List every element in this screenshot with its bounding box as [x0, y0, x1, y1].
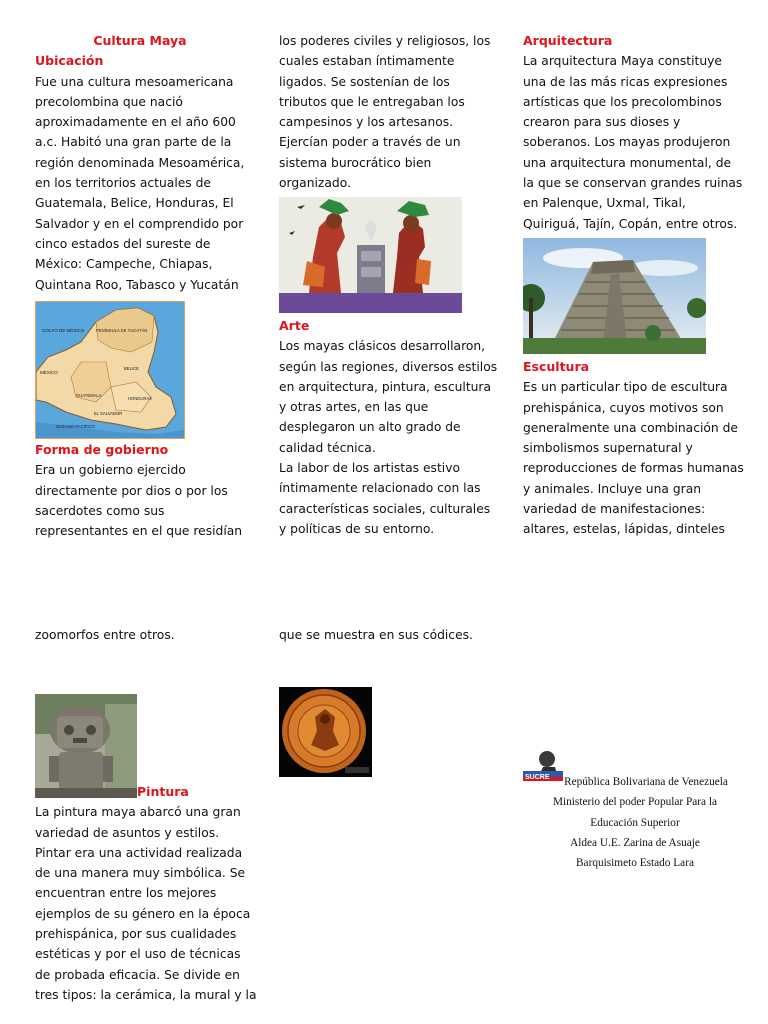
text-line: México: Campeche, Chiapas, — [35, 257, 213, 272]
map-drawing — [36, 302, 184, 438]
map-label: GOLFO DE MÉXICO — [42, 328, 85, 333]
text-line: la que se conservan grandes ruinas — [523, 176, 743, 191]
text-line: Es un particular tipo de escultura — [523, 380, 728, 395]
column-1-gobierno — [35, 440, 255, 541]
text-line: en arquitectura, pintura, escultura — [279, 379, 492, 394]
text-line: soberanos. Los mayas produjeron — [523, 135, 731, 150]
text-line: Ejercían poder a través de un — [279, 135, 461, 150]
zoomorfos-line: zoomorfos entre otros. — [35, 628, 175, 642]
text-line: representantes en el que residían — [35, 524, 243, 539]
text-line: La pintura maya abarcó una gran — [35, 805, 241, 820]
arte-heading: Arte — [279, 318, 310, 333]
text-line: organizado. — [279, 176, 351, 191]
ubicacion-paragraph — [35, 72, 255, 295]
text-line: sistema burocrático bien — [279, 155, 432, 170]
map-label: OCÉANO PACÍFICO — [56, 424, 95, 429]
text-line: Quintana Roo, Tabasco y Yucatán — [35, 277, 239, 292]
text-line: de probada eficacia. Se divide en — [35, 967, 240, 982]
text-line: sacerdotes como sus — [35, 503, 165, 518]
maya-ritual-illustration — [279, 197, 462, 313]
text-line: prehispánica, cuyos motivos son — [523, 400, 724, 415]
text-line: crearon para sus dioses y — [523, 115, 681, 130]
column-2-arte — [279, 316, 499, 539]
footer-line: Barquisimeto Estado Lara — [576, 857, 694, 870]
gobierno-heading: Forma de gobierno — [35, 442, 169, 457]
pyramid-drawing — [523, 238, 706, 354]
text-line: prehispánica, por sus cualidades — [35, 927, 237, 942]
text-line: Quiriguá, Tajín, Copán, entre otros. — [523, 216, 738, 231]
text-line: a.c. Habitó una gran parte de la — [35, 135, 232, 150]
text-line: y otras artes, en las que — [279, 400, 429, 415]
text-line: directamente por dios o por los — [35, 483, 228, 498]
maya-plate-photo — [279, 687, 372, 777]
map-label: BELICE — [124, 366, 139, 371]
text-line: Era un gobierno ejercido — [35, 463, 186, 478]
text-line: generalmente una combinación de — [523, 420, 738, 435]
ubicacion-heading: Ubicación — [35, 53, 104, 69]
logo-text: SUCRE — [525, 774, 550, 781]
text-line: altares, estelas, lápidas, dinteles — [523, 522, 725, 537]
text-line: artísticas que los precolombinos — [523, 94, 722, 109]
pyramid-photo — [523, 238, 706, 354]
text-line: en Palenque, Uxmal, Tikal, — [523, 196, 686, 211]
column-1-pintura — [35, 782, 257, 1005]
page-title: Cultura Maya — [93, 33, 187, 48]
plate-drawing — [279, 687, 372, 777]
text-line: de una manera muy simbólica. Se — [35, 866, 246, 881]
institution-footer — [535, 772, 735, 873]
map-label: PENÍNSULA DE YUCATÁN — [96, 328, 148, 333]
text-line: los poderes civiles y religiosos, los — [279, 34, 491, 48]
footer-line: Aldea U.E. Zarina de Asuaje — [570, 836, 700, 849]
footer-line: República Bolivariana de Venezuela — [564, 776, 728, 788]
footer-line: Educación Superior — [590, 816, 680, 829]
text-line: reproducciones de formas humanas — [523, 461, 744, 476]
map-label: GUATEMALA — [76, 393, 102, 398]
text-line: una arquitectura monumental, de — [523, 155, 732, 170]
text-line: región denominada Mesoamérica, — [35, 155, 245, 170]
text-line: ligados. Se sostenían de los — [279, 74, 450, 89]
text-line: aproximadamente en el año 600 — [35, 115, 236, 130]
pintura-heading: Pintura — [137, 784, 189, 799]
text-line: tributos que le entregaban los — [279, 94, 465, 109]
text-line: tres tipos: la cerámica, la mural y la — [35, 987, 257, 1002]
text-line: Fue una cultura mesoamericana — [35, 74, 234, 89]
text-line: Salvador y en el comprendido por — [35, 216, 244, 231]
text-line: La arquitectura Maya constituye — [523, 54, 722, 69]
text-line: calidad técnica. — [279, 440, 376, 455]
map-label: MÉXICO — [40, 370, 58, 375]
map-label: HONDURAS — [128, 396, 152, 401]
escultura-heading: Escultura — [523, 359, 590, 374]
text-line: encuentran entre los mejores — [35, 886, 217, 901]
text-line: Guatemala, Belice, Honduras, El — [35, 196, 234, 211]
text-line: variedad de asuntos y estilos. — [35, 825, 220, 840]
text-line: Pintar era una actividad realizada — [35, 845, 243, 860]
map-label: EL SALVADOR — [94, 411, 123, 416]
column-1-top — [35, 31, 255, 295]
text-line: en los territorios actuales de — [35, 176, 211, 191]
text-line: Los mayas clásicos desarrollaron, — [279, 339, 486, 354]
text-line: una de las más ricas expresiones — [523, 74, 728, 89]
maya-region-map — [35, 301, 185, 439]
text-line: La labor de los artistas estivo — [279, 461, 460, 476]
ritual-drawing — [279, 197, 462, 313]
footer-line: Ministerio del poder Popular Para la — [552, 796, 718, 809]
text-line: precolombina que nació — [35, 94, 183, 109]
text-line: simbolismos supernatural y — [523, 441, 693, 456]
text-line: y animales. Incluye una gran — [523, 481, 702, 496]
column-3-arquitectura — [523, 31, 745, 234]
text-line: íntimamente relacionado con las — [279, 481, 481, 496]
arquitectura-heading: Arquitectura — [523, 33, 613, 48]
column-2-top — [279, 31, 499, 193]
text-line: cinco estados del sureste de — [35, 236, 211, 251]
text-line: cuales estaban íntimamente — [279, 54, 455, 69]
text-line: variedad de manifestaciones: — [523, 502, 706, 517]
text-line: estéticas y por el uso de técnicas — [35, 947, 241, 962]
codices-line: que se muestra en sus códices. — [279, 628, 473, 642]
text-line: campesinos y los artesanos. — [279, 115, 454, 130]
text-line: ejemplos de su género en la época — [35, 906, 251, 921]
text-line: características sociales, culturales — [279, 501, 491, 516]
text-line: desplegaron un alto grado de — [279, 420, 461, 435]
text-line: y políticas de su entorno. — [279, 521, 435, 536]
column-3-escultura — [523, 357, 745, 540]
text-line: según las regiones, diversos estilos — [279, 359, 498, 374]
